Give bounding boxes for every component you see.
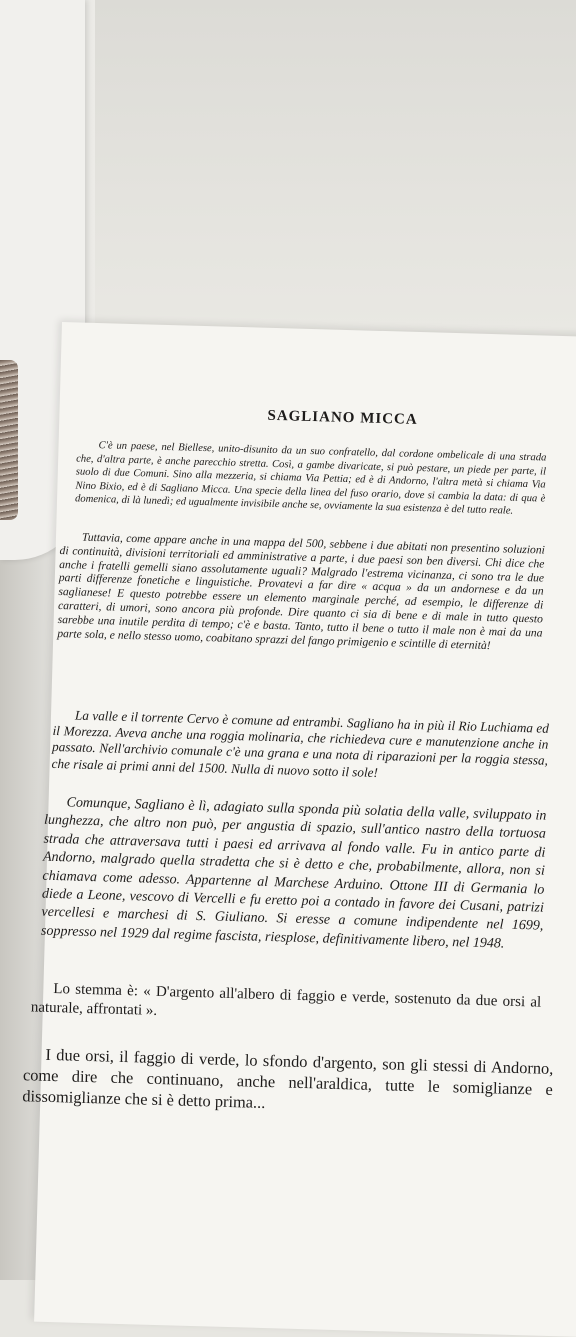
paragraph-2: Tuttavia, come appare anche in una mappa del 500, sebbene i due abitati non presentino soluzioni di continuità, divisioni territoriali ed amministrative a parte, i due paesi son ben diversi. Chi dice che anche i fratelli gemelli siano assolutamente uguali? Malgrado l'estrema vicinanza, ci sono tra le due parti differenze fonetiche e linguistiche. Provatevi a far dire « acqua » da un andornese e da un saglianese! E questo potrebbe essere un elemento marginale perché, ad esempio, le differenze di caratteri, di umori, sono ancora più profonde. Dire quanto ci sia di bene e di male in tutto questo sarebbe una inutile perdita di tempo; c'è e basta. Tanto, tutto il bene o tutto il male non è mai da una parte sola, e nello stesso uomo, coabitano sprazzi del fango primigenio e scintille di eternità! (57, 530, 546, 652)
paragraph-3: La valle e il torrente Cervo è comune ad entrambi. Sagliano ha in più il Rio Luchiama ed il Morezza. Aveva anche una roggia molinaria, che richiedeva cure e manutenzione anche in passato. Nell'archivio comunale c'è una grana e una nota di riparazioni per la roggia stessa, che risale ai primi anni del 1500. Nulla di nuovo sotto il sole! (51, 707, 550, 780)
book-page (22, 322, 576, 1337)
paragraph-4: Comunque, Sagliano è lì, adagiato sulla sponda più solatia della valle, sviluppato in lunghezza, che altro non può, per angustia di spazio, sull'antico nastro della tortuosa strada che attraversava tutti i paesi ed arrivava al fondo valle. Fu in antico parte di Andorno, malgrado quella stradetta che si è detto e che, probabilmente, allora, non si chiamava come adesso. Appartenne al Marchese Arduino. Ottone III di Germania lo diede a Leone, vescovo di Vercelli e fu eretto poi a contado in favore dei Cusani, patrizi vercellesi e marchesi di S. Giuliano. Si eresse a comune indipendente nel 1699, soppresso nel 1929 dal regime fascista, riesplose, definitivamente libero, nel 1948. (40, 795, 547, 952)
previous-page-illustration (0, 360, 18, 520)
paragraph-6: I due orsi, il faggio di verde, lo sfondo d'argento, son gli stessi di Andorno, come dire che continuano, anche nell'araldica, tutte le somiglianze e dissomiglianze che si è detto prima... (22, 1044, 554, 1112)
paragraph-1: C'è un paese, nel Biellese, unito-disunito da un suo confratello, dal cordone ombelicale di una strada che, d'altra parte, è anche parecchio stretta. Così, a gambe divaricate, si può pestare, un piede per parte, il suolo di due Comuni. Sino alla mezzeria, si chiama Via Pettia; ed è di Andorno, l'altra metà si chiama Via Nino Bixio, ed è di Sagliano Micca. Una specie della linea del fuso orario, dove si cambia la data: di qua è domenica, di là lunedì; ed ugualmente invisibile anche se, ovviamente la sua esistenza è del tutto reale. (74, 440, 547, 518)
chapter-title: SAGLIANO MICCA (267, 407, 418, 428)
paragraph-5: Lo stemma è: « D'argento all'albero di faggio e verde, sostenuto da due orsi al naturale, affrontati ». (30, 981, 542, 1019)
